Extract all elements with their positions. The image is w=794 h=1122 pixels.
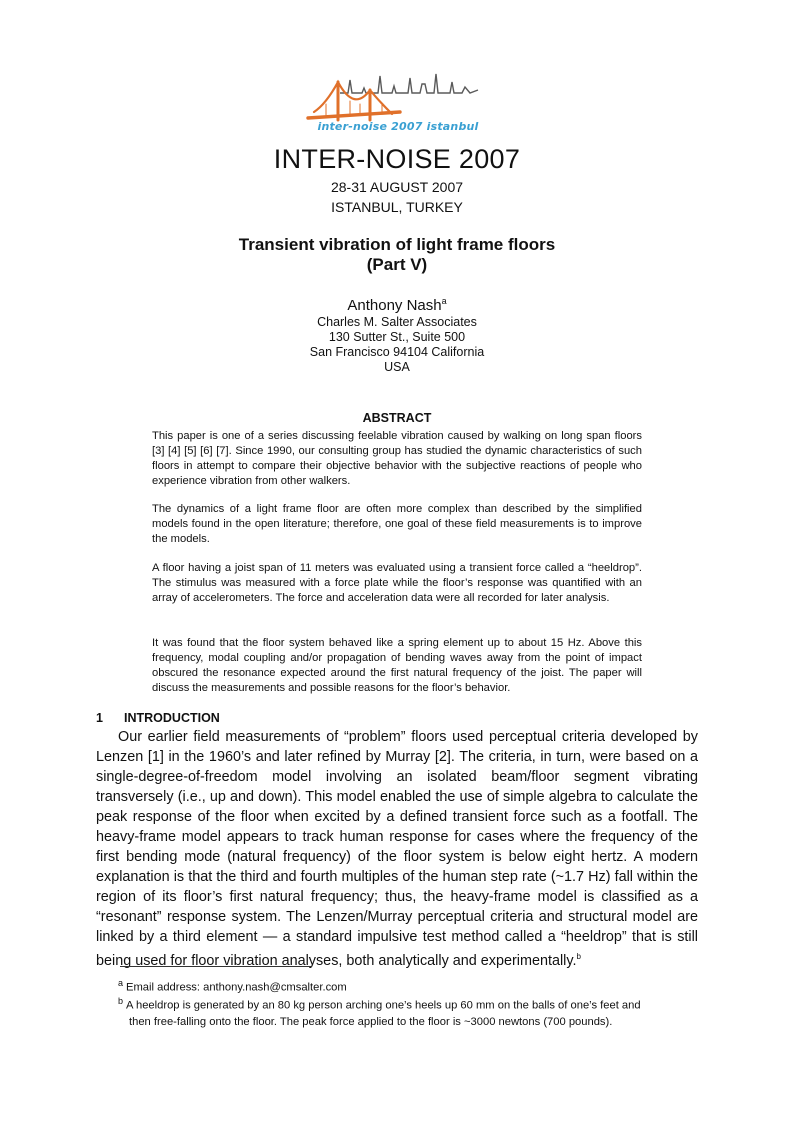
footnote [118,993,688,1030]
city-skyline [340,74,478,93]
introduction-paragraph [96,727,698,971]
introduction-text: Our earlier field measurements of “problem” floors used perceptual criteria developed by Lenzen [1] in the 1960’s and later refined by Murray [2]. The criteria, in turn, were based on a single-degree-of-freedom model involving an isolated beam/floor segment vibrating transversely (i.e., up and down). This model enabled the use of simple algebra to calculate the peak response of the floor when excited by a defined transient force such as a footfall. The heavy-frame model appears to track human response for cases where the frequency of the first bending mode (natural frequency) of the floor system is below eight hertz. A modern explanation is that the third and fourth multiples of the human step rate (~1.7 Hz) fall within the region of its floor’s first natural frequency; thus, the heavy-frame model is classified as a “resonant” response system. The Lenzen/Murray perceptual criteria and structural model are linked by a third element — a standard impulsive test method called a “heeldrop” that is still being used for floor vibration analyses, both analytically and experimentally. [96,729,698,969]
section-number: 1 [96,711,103,725]
section-title: INTRODUCTION [124,711,220,725]
abstract-heading: ABSTRACT [362,411,432,425]
affiliation-line: USA [384,360,410,374]
section-heading [96,711,220,725]
abstract-paragraph: The dynamics of a light frame floor are often more complex than described by the simplified models found in the open literature; therefore, one goal of these field measurements is to improve the models. [152,503,642,545]
footnote-text: A heeldrop is generated by an 80 kg person arching one’s heels up 60 mm on the balls of one’s feet and [126,999,641,1012]
paper-title-line-2: (Part V) [366,255,428,274]
author-name-text: Anthony Nash [347,297,442,314]
conference-title: INTER-NOISE 2007 [273,144,521,174]
affiliation-line: 130 Sutter St., Suite 500 [328,330,466,344]
paper-title-line-1: Transient vibration of light frame floors [238,235,556,254]
bridge-icon [308,82,400,120]
paper-title [0,235,794,275]
footnote-text: Email address: anthony.nash@cmsalter.com [126,981,347,994]
author-affiliation [0,315,794,375]
affiliation-line: San Francisco 94104 California [309,345,485,359]
affiliation-line: Charles M. Salter Associates [317,315,477,329]
footnote-text-continued: then free-falling onto the floor. The peak force applied to the floor is ~3000 newtons (700 pounds). [129,1015,613,1028]
abstract-paragraph: It was found that the floor system behaved like a spring element up to about 15 Hz. Above this frequency, modal coupling and/or propagation of bending waves away from the point of impact obscured the resonance expected around the first natural frequency of the joist. The paper will discuss the measurements and possible reasons for the floor’s behavior. [152,637,642,694]
author-footnote-marker: a [441,296,447,306]
footnote-divider [120,966,312,967]
footnote-marker: b [118,996,124,1006]
logo-caption: inter-noise 2007 istanbul [317,120,479,133]
abstract-paragraph: A floor having a joist span of 11 meters was evaluated using a transient force called a “heeldrop”. The stimulus was measured with a force plate while the floor’s response was quantified with an array of accelerometers. The force and acceleration data were all recorded for later analysis. [152,562,642,604]
abstract-paragraph: This paper is one of a series discussing feelable vibration caused by walking on long span floors [3] [4] [5] [6] [7]. Since 1990, our consulting group has studied the dynamic characteristics of such floors in attempt to compare their objective behavior with the subjective reactions of people who experience vibration from other walkers. [152,430,642,487]
conference-dates: 28-31 AUGUST 2007 [330,179,464,195]
footnote-reference: b [576,952,581,961]
footnote-marker: a [118,978,124,988]
conference-location: ISTANBUL, TURKEY [331,199,463,215]
author-name [0,296,794,314]
